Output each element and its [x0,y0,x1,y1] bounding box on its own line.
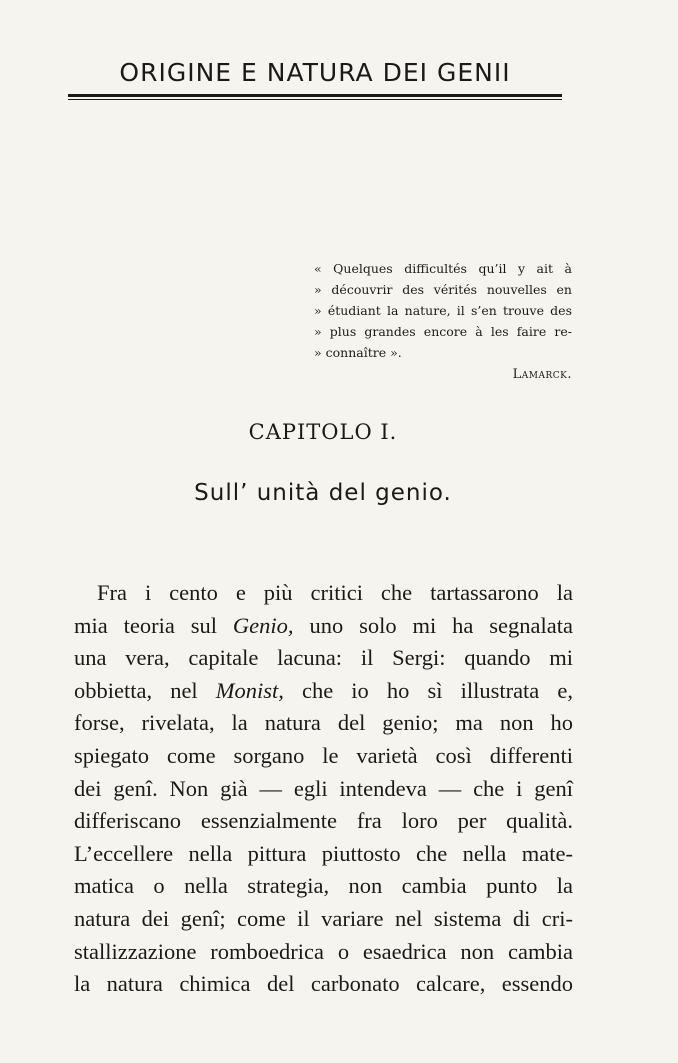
epigraph-line: » découvrir des vérités nouvelles en [314,282,572,297]
epigraph [314,258,572,385]
italic-title: Monist, [215,677,284,703]
epigraph-attribution: Lamarck. [512,367,572,382]
italic-title: Genio, [232,612,294,638]
body-line: Fra i cento e più critici che tartassarono la [97,580,573,605]
body-line: una vera, capitale lacuna: il Sergi: quando mi [74,645,573,671]
chapter-title: Sull’ unità del genio. [194,480,452,506]
epigraph-line: » connaître ». [314,345,402,360]
epigraph-line: « Quelques difficultés qu’il y ait à [314,261,572,276]
body-line: mia teoria sul Genio, uno solo mi ha segnalata [74,612,573,638]
header-rule-thin [68,99,562,100]
body-line: spiegato come sorgano le varietà così differenti [74,742,573,768]
body-line: L’eccellere nella pittura piuttosto che nella mate- [74,840,573,866]
body-line: forse, rivelata, la natura del genio; ma non ho [74,710,573,736]
running-head: ORIGINE E NATURA DEI GENII [119,58,511,87]
body-line: dei genî. Non già — egli intendeva — che i genî [74,775,573,801]
header-rule-thick [68,94,562,97]
chapter-number: CAPITOLO I. [248,420,398,444]
body-text [74,577,573,1001]
body-line: natura dei genî; come il variare nel sistema di cri- [74,905,573,931]
epigraph-line: » plus grandes encore à les faire re- [314,324,572,339]
body-line: matica o nella strategia, non cambia punto la [74,873,573,899]
epigraph-line: » étudiant la nature, il s’en trouve des [314,303,572,318]
body-line: stallizzazione romboedrica o esaedrica non cambia [74,938,573,964]
body-line: differiscano essenzialmente fra loro per qualità. [74,808,573,834]
body-line: la natura chimica del carbonato calcare, essendo [74,971,573,997]
body-line: obbietta, nel Monist, che io ho sì illustrata e, [74,677,573,703]
